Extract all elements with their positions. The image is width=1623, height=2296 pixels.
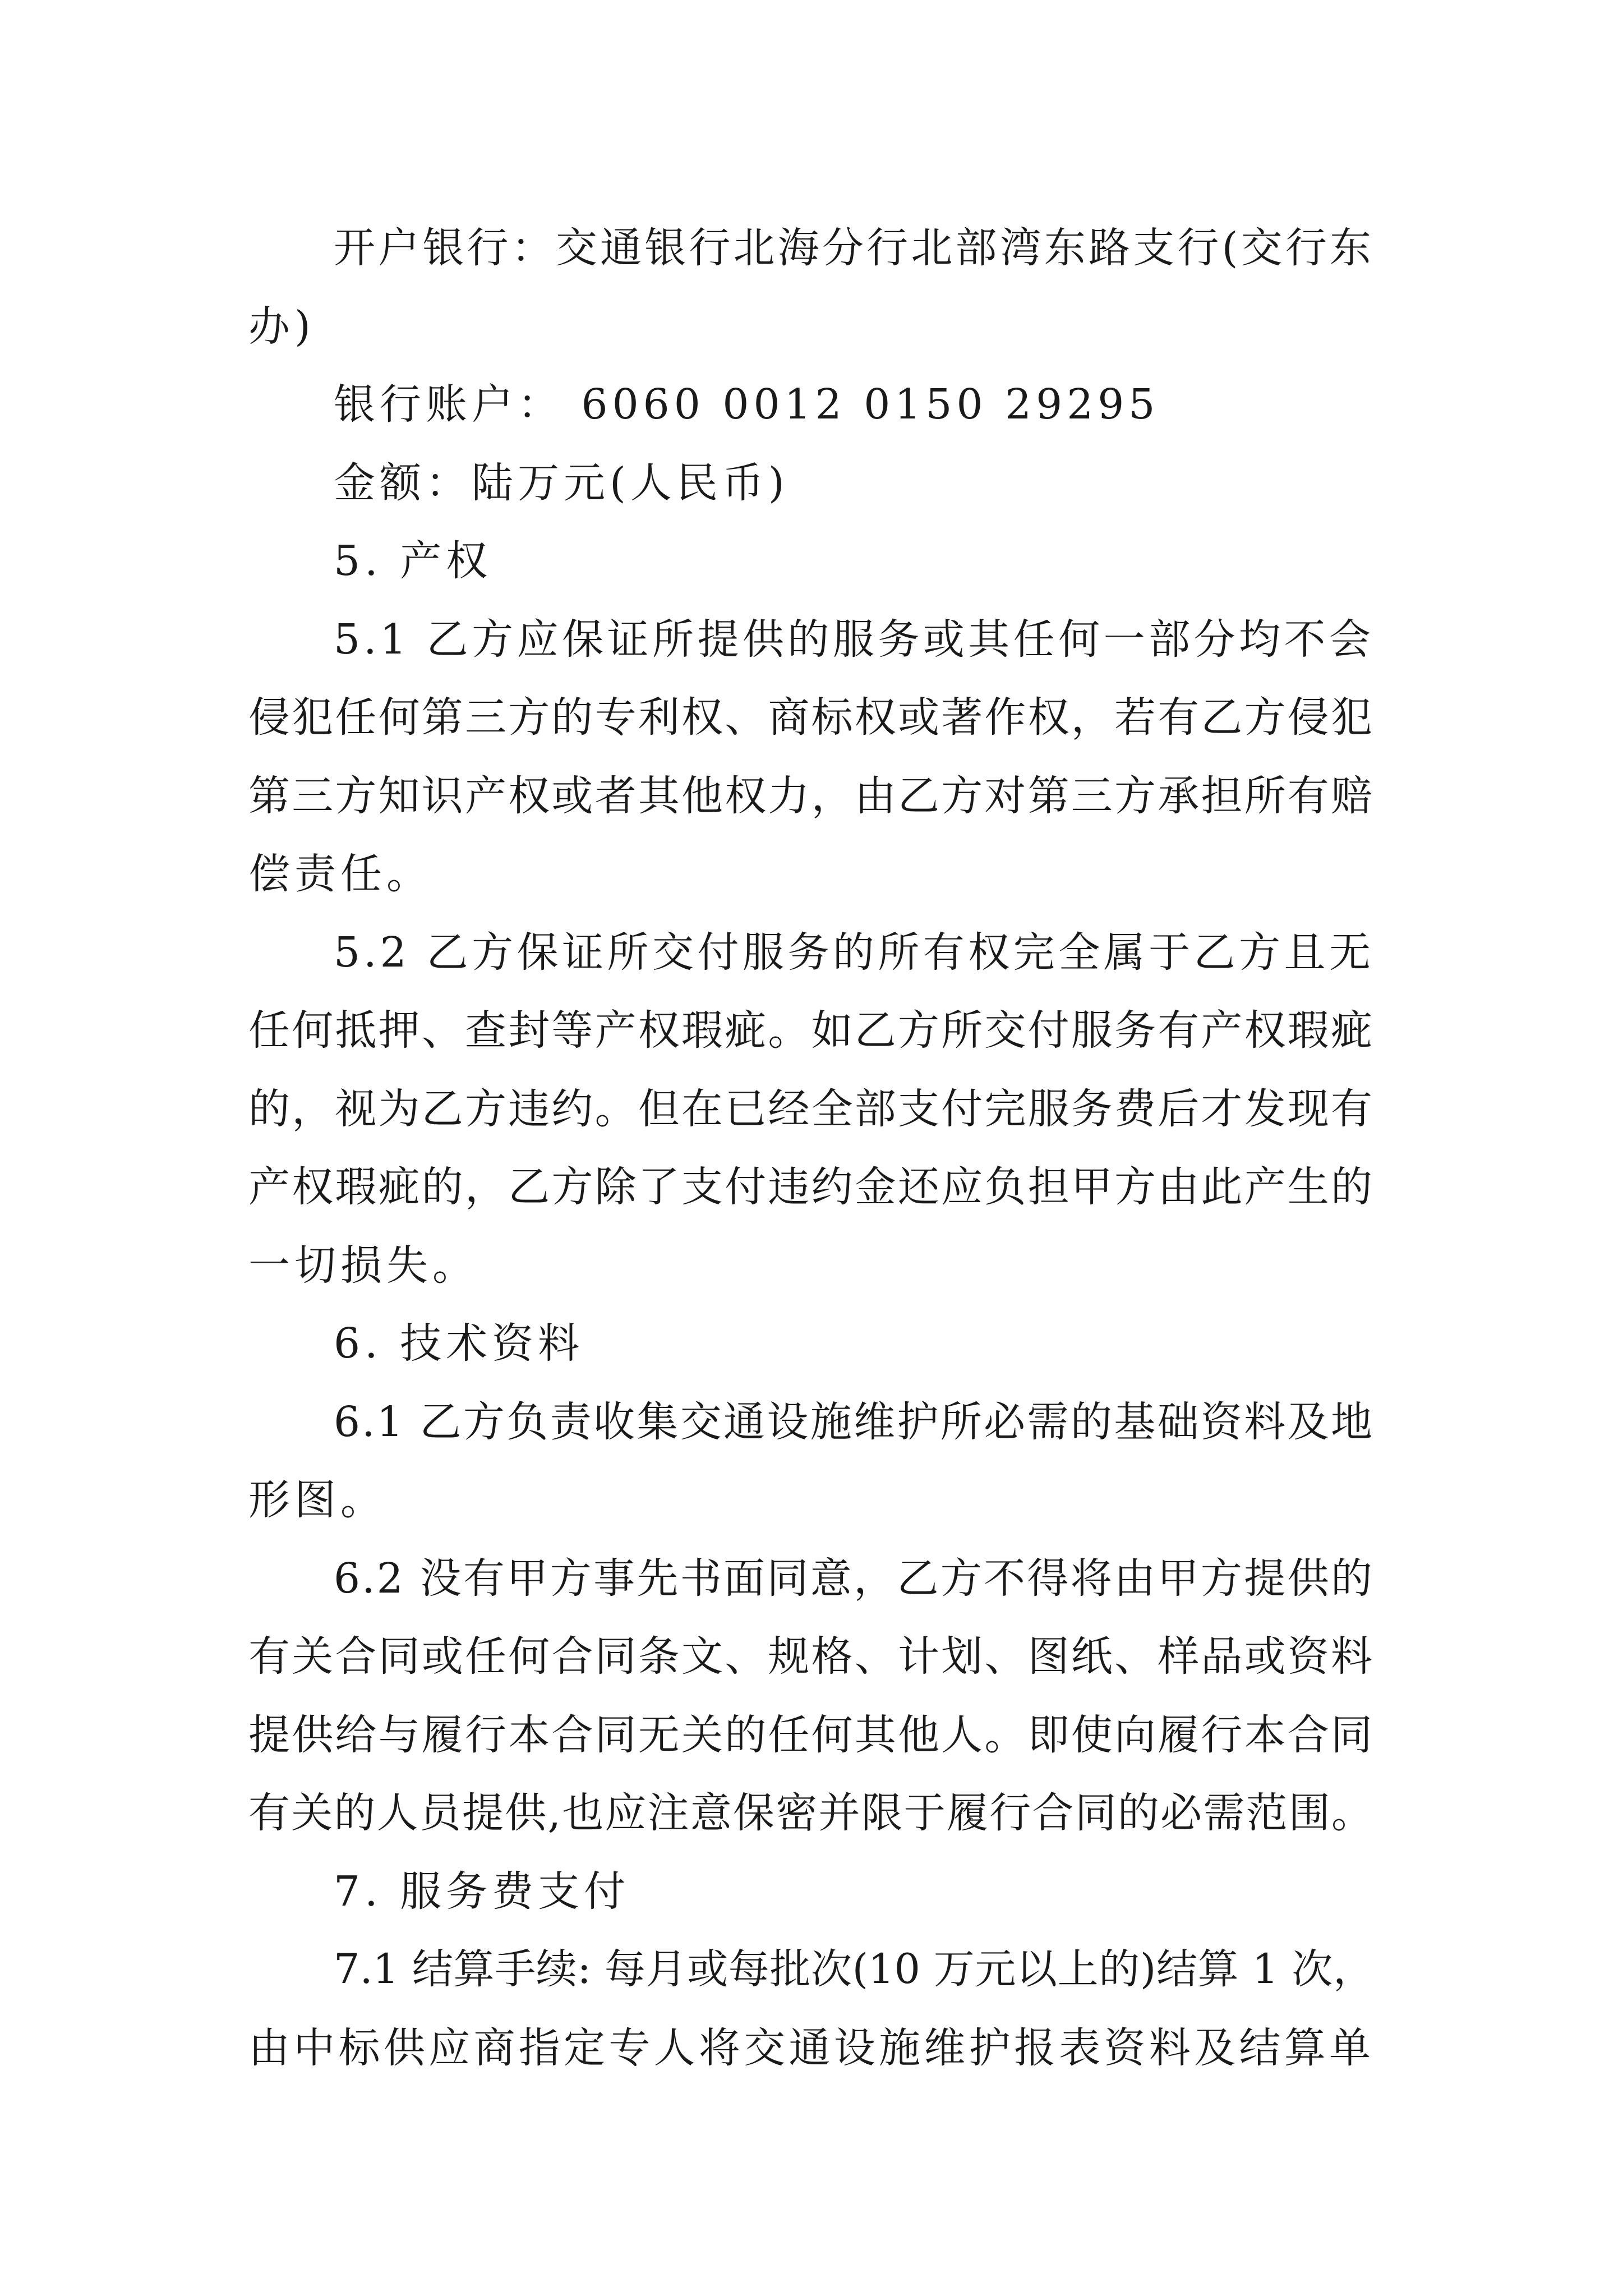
bank-line-2: 办) (248, 302, 315, 351)
clause-6-2-line-1: 6.2 没有甲方事先书面同意，乙方不得将由甲方提供的 (334, 1554, 1374, 1603)
clause-6-2-line-2: 有关合同或任何合同条文、规格、计划、图纸、样品或资料 (248, 1632, 1374, 1681)
clause-5-1-line-4: 偿责任。 (248, 850, 432, 898)
clause-6-1-line-1: 6.1 乙方负责收集交通设施维护所必需的基础资料及地 (334, 1398, 1374, 1446)
clause-5-2-line-5: 一切损失。 (248, 1241, 478, 1290)
bank-line-1: 开户银行：交通银行北海分行北部湾东路支行(交行东 (334, 224, 1374, 272)
section-heading-5: 5. 产权 (334, 537, 492, 585)
clause-5-1-line-1: 5.1 乙方应保证所提供的服务或其任何一部分均不会 (334, 615, 1374, 664)
clause-5-1-line-3: 第三方知识产权或者其他权力，由乙方对第三方承担所有赔 (248, 772, 1374, 820)
clause-7-1-line-2: 由中标供应商指定专人将交通设施维护报表资料及结算单 (248, 2024, 1374, 2072)
clause-6-1-line-2: 形图。 (248, 1476, 386, 1524)
clause-5-1-line-2: 侵犯任何第三方的专利权、商标权或著作权，若有乙方侵犯 (248, 693, 1374, 742)
section-heading-7: 7. 服务费支付 (334, 1867, 630, 1916)
section-heading-6: 6. 技术资料 (334, 1319, 584, 1368)
clause-5-2-line-2: 任何抵押、查封等产权瑕疵。如乙方所交付服务有产权瑕疵 (248, 1006, 1374, 1055)
amount-line: 金额：陆万元(人民币) (334, 459, 789, 507)
clause-5-2-line-4: 产权瑕疵的，乙方除了支付违约金还应负担甲方由此产生的 (248, 1163, 1374, 1211)
clause-5-2-line-3: 的，视为乙方违约。但在已经全部支付完服务费后才发现有 (248, 1085, 1374, 1133)
clause-5-2-line-1: 5.2 乙方保证所交付服务的所有权完全属于乙方且无 (334, 928, 1374, 977)
account-line: 银行账户： 6060 0012 0150 29295 (334, 380, 1160, 429)
clause-6-2-line-4: 有关的人员提供,也应注意保密并限于履行合同的必需范围。 (248, 1789, 1374, 1837)
clause-7-1-line-1: 7.1 结算手续: 每月或每批次(10 万元以上的)结算 1 次， (334, 1945, 1374, 1993)
clause-6-2-line-3: 提供给与履行本合同无关的任何其他人。即使向履行本合同 (248, 1711, 1374, 1759)
